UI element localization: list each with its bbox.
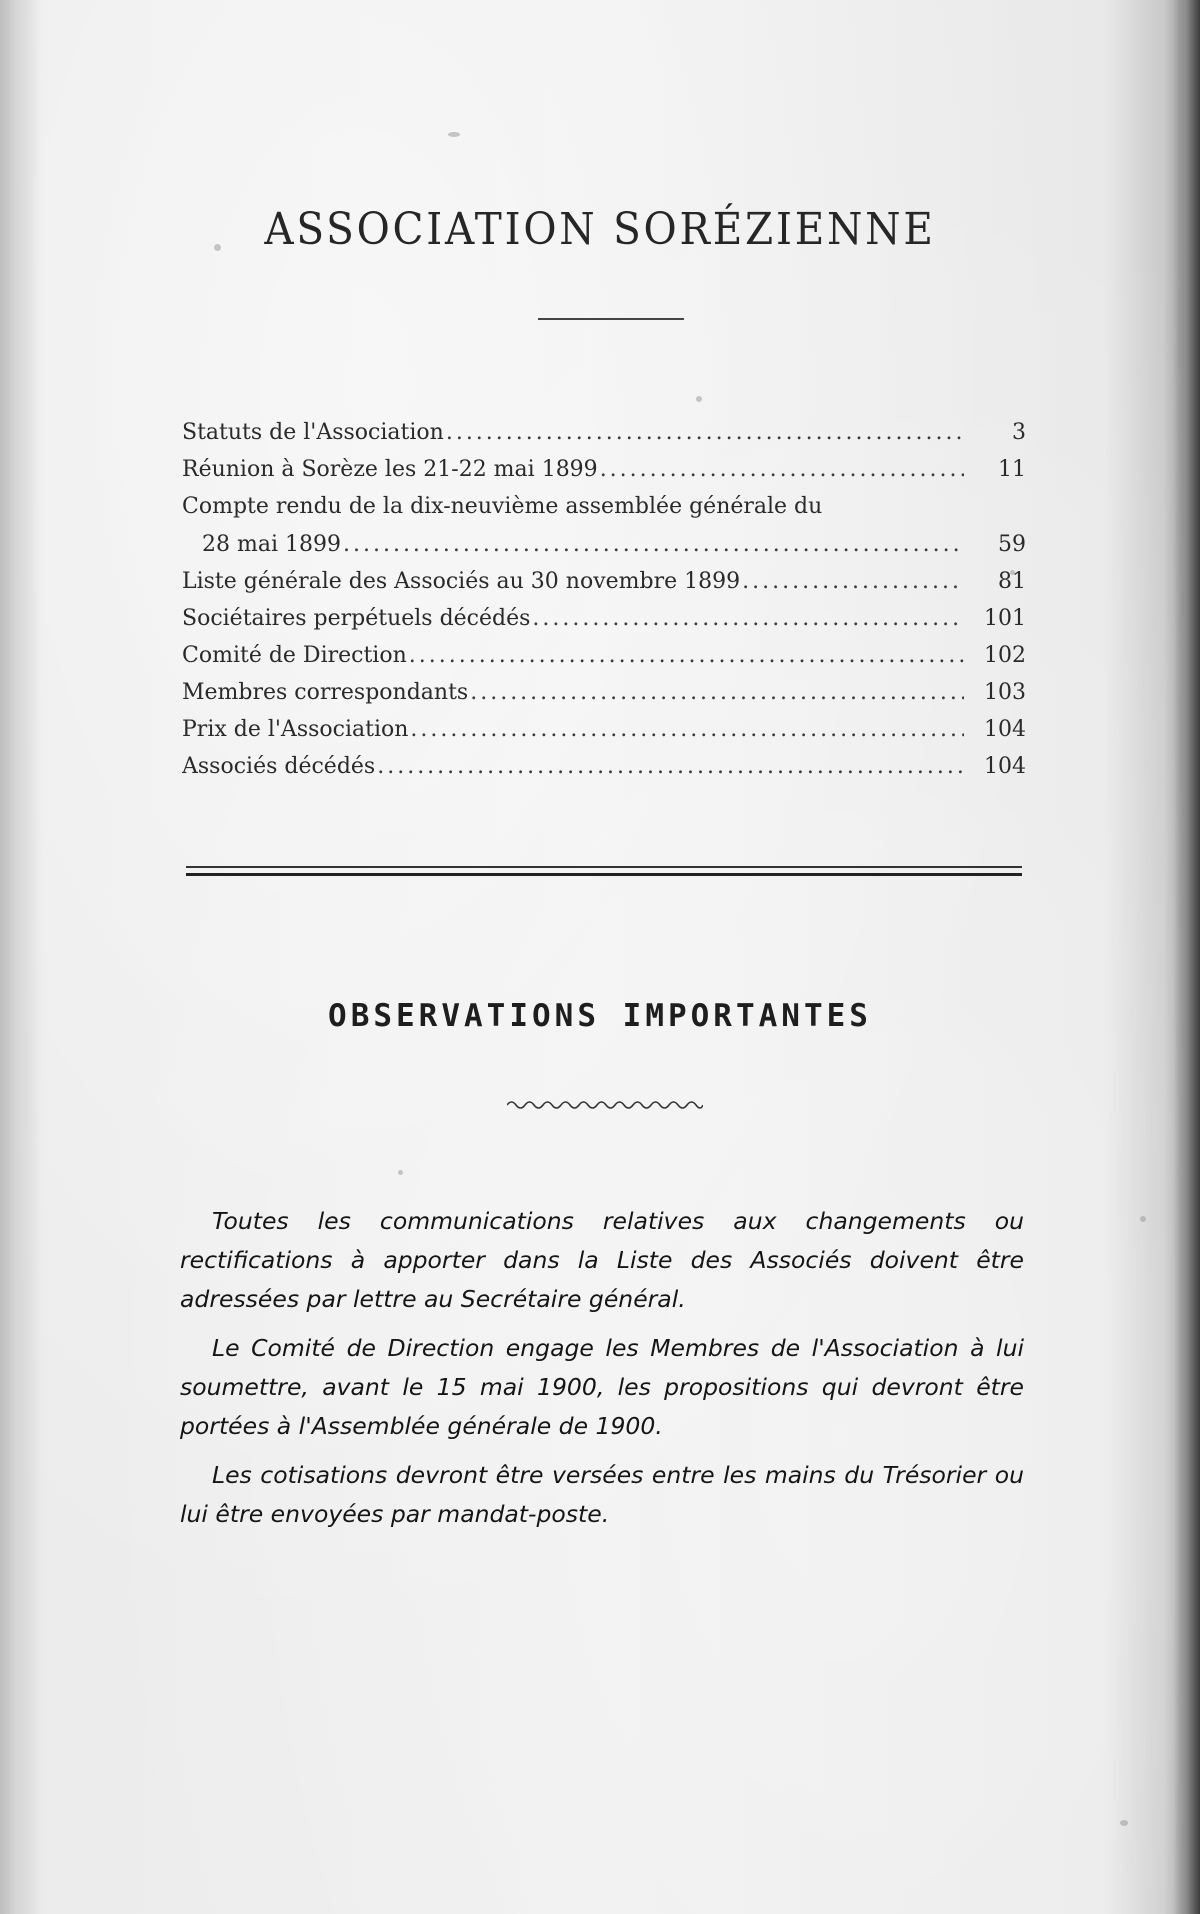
- toc-entry-page: 102: [984, 643, 1026, 668]
- toc-leader-dots: [409, 643, 964, 668]
- toc-leader-dots: [410, 717, 964, 742]
- toc-entry: [182, 717, 1026, 754]
- toc-entry: [182, 643, 1026, 680]
- toc-entry-page: 104: [984, 754, 1026, 779]
- observation-paragraph: Les cotisations devront être versées entre les mains du Trésorier ou lui être envoyées par mandat-poste.: [180, 1461, 1024, 1528]
- paper-speck: [1120, 1820, 1128, 1826]
- wavy-ornament: [507, 1099, 703, 1111]
- table-of-contents: [182, 420, 1026, 791]
- toc-leader-dots: [600, 457, 964, 482]
- section-divider-bottom-line: [186, 873, 1022, 876]
- toc-entry-page: 101: [984, 606, 1026, 631]
- toc-entry-label: Associés décédés: [182, 754, 376, 779]
- toc-entry-label: Sociétaires perpétuels décédés: [182, 606, 531, 631]
- toc-leader-dots: [742, 569, 964, 594]
- paper-speck: [696, 396, 702, 402]
- observations-body: [180, 1202, 1024, 1544]
- paper-speck: [398, 1170, 403, 1175]
- toc-entry-label: Compte rendu de la dix-neuvième assemblée générale du: [182, 494, 823, 519]
- toc-entry: [182, 420, 1026, 457]
- toc-entry-page: 59: [998, 532, 1026, 557]
- toc-entry-page: 3: [1012, 420, 1026, 445]
- title-divider: [538, 318, 684, 320]
- toc-entry-label: Réunion à Sorèze les 21-22 mai 1899: [182, 457, 598, 482]
- toc-entry-label: Liste générale des Associés au 30 novembre 1899: [182, 569, 741, 594]
- paper-speck: [448, 132, 460, 137]
- toc-leader-dots: [446, 420, 964, 445]
- section-divider-top-line: [186, 866, 1022, 868]
- toc-entry: [182, 569, 1026, 606]
- toc-entry-label: 28 mai 1899: [202, 532, 341, 557]
- toc-entry: [182, 606, 1026, 643]
- page-left-edge: [0, 0, 40, 1914]
- paper-speck: [1140, 1216, 1146, 1222]
- toc-entry: [182, 494, 1026, 532]
- toc-entry-page: 11: [998, 457, 1026, 482]
- page-title: ASSOCIATION SORÉZIENNE: [264, 204, 936, 255]
- toc-entry-label: Statuts de l'Association: [182, 420, 444, 445]
- toc-entry-page: 104: [984, 717, 1026, 742]
- toc-entry: [182, 457, 1026, 494]
- toc-leader-dots: [470, 680, 964, 705]
- toc-entry-page: 103: [984, 680, 1026, 705]
- toc-entry-page: 81: [998, 569, 1026, 594]
- toc-entry: [182, 532, 1026, 569]
- observations-title: OBSERVATIONS IMPORTANTES: [328, 998, 872, 1034]
- toc-entry-label: Prix de l'Association: [182, 717, 409, 742]
- observation-paragraph: Le Comité de Direction engage les Membres de l'Association à lui soumettre, avant le 15 mai 1900, les propositions qui devront être portées à l'Assemblée générale de 1900.: [180, 1334, 1024, 1440]
- toc-leader-dots: [532, 606, 964, 631]
- toc-leader-dots: [377, 754, 964, 779]
- toc-entry: [182, 680, 1026, 717]
- toc-entry: [182, 754, 1026, 791]
- page-right-edge: [1174, 0, 1200, 1914]
- toc-leader-dots: [343, 532, 964, 557]
- observation-paragraph: Toutes les communications relatives aux changements ou rectifications à apporter dans la Liste des Associés doivent être adressées par lettre au Secrétaire général.: [180, 1207, 1024, 1313]
- toc-entry-label: Membres correspondants: [182, 680, 469, 705]
- toc-entry-label: Comité de Direction: [182, 643, 407, 668]
